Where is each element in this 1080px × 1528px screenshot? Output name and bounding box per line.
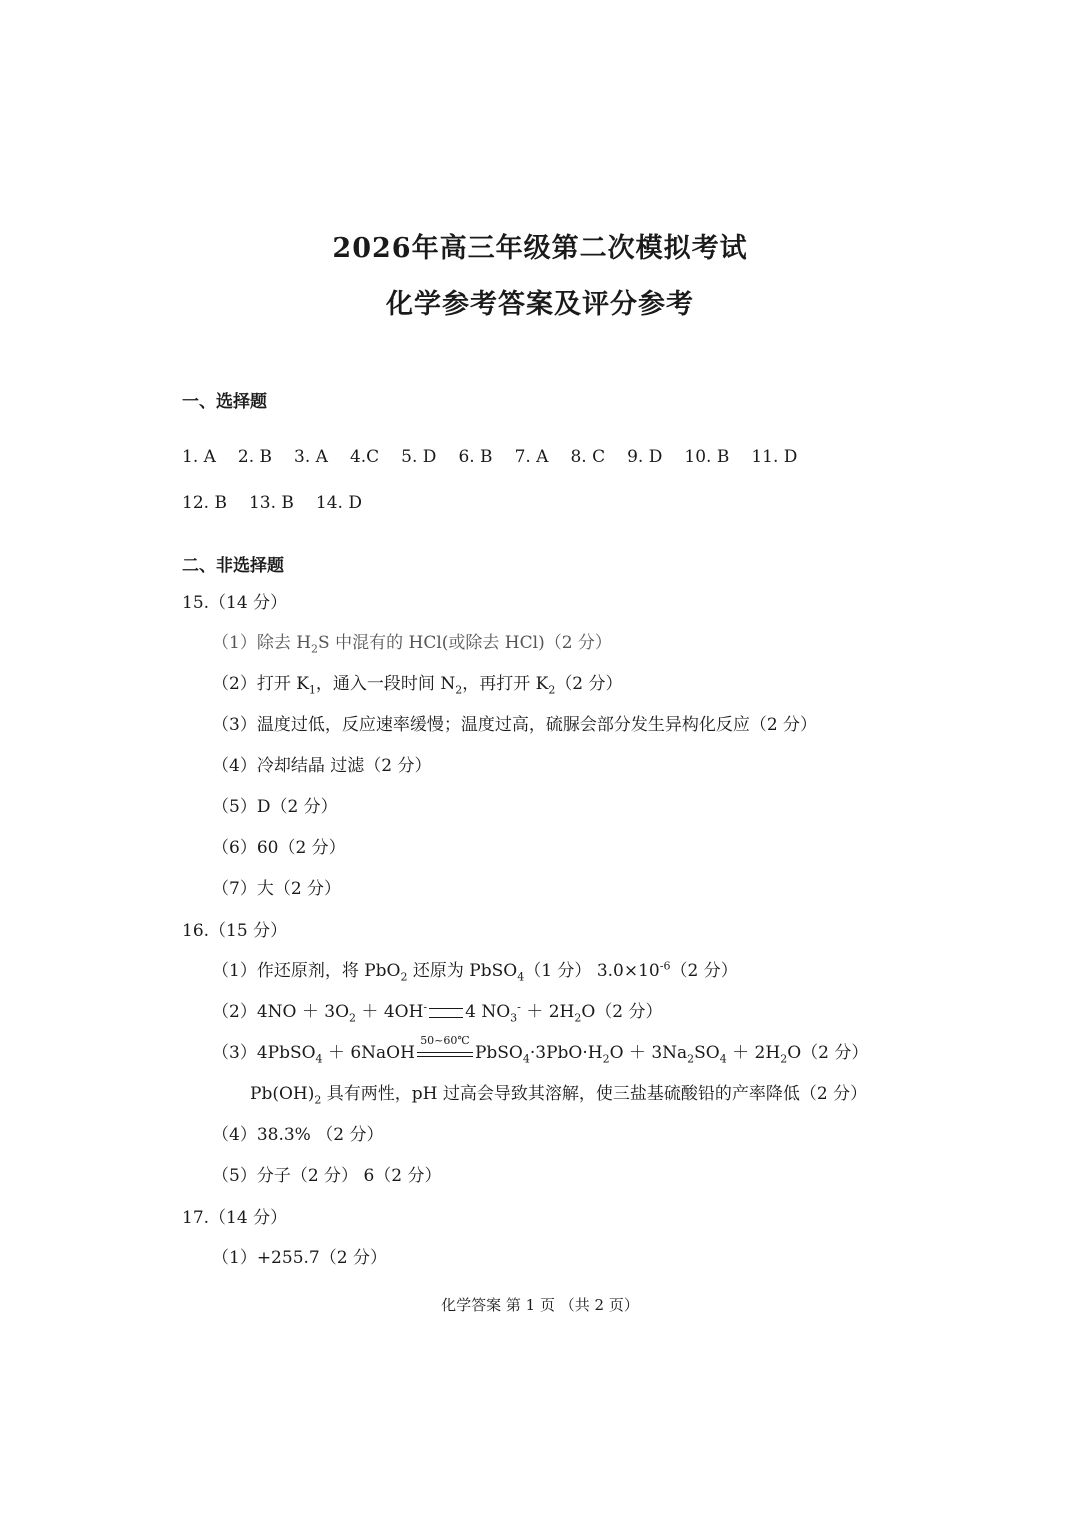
question-15-label: 15.（14 分） (182, 593, 288, 613)
page-footer: 化学答案 第 1 页 （共 2 页） (441, 1296, 639, 1314)
equilibrium-equals-sign (429, 1008, 463, 1018)
mc-answer: 3. A (294, 447, 328, 467)
q15-answer-2: （2）打开 $K_1$，通入一段时间 $N_2$，再打开 $K_2(2$ 分） (212, 674, 623, 697)
q15-answer-3: （3）温度过低，反应速率缓慢；温度过高，硫脲会部分发生异构化反应（2 分） (212, 715, 818, 735)
q15-answer-5: （5）D（2 分） (212, 797, 338, 817)
q17-answer-1: （1）+255.7（2 分） (212, 1248, 387, 1268)
mc-answer: 2. B (237, 447, 273, 467)
section-heading-multiple-choice: 一、选择题 (182, 392, 267, 412)
mc-answers-row-1 (182, 447, 819, 467)
mc-answer: 13. B (248, 493, 294, 513)
mc-answer: 8. C (570, 447, 606, 467)
q16-answer-2: $(2)4NO + 3O_2 + 4OH^-$ 4 $NO_3^- + 2H_2O(2$ 分） (212, 1000, 663, 1025)
mc-answer: 4.C (349, 447, 380, 467)
q16-answer-4: （4）38.3% （2 分） (212, 1125, 384, 1145)
q16-answer-1: （1）作还原剂，将 PbO$_2$ 还原为 PbSO$_4$（1 分） $3.0\times 10^{-6}(2$ 分） (212, 959, 738, 984)
mc-answer: 14. D (315, 493, 362, 513)
mc-answer: 1. A (182, 447, 216, 467)
mc-answer: 5. D (401, 447, 437, 467)
question-16-label: 16.（15 分） (182, 921, 288, 941)
mc-answers-row-2 (182, 493, 384, 513)
q15-answer-7: （7）大（2 分） (212, 879, 342, 899)
q16-answer-3: （3）4PbSO$_4$ ＋ 6NaOH 50~60℃ $PbSO_4\cdot 3PbO\cdot H_2O + 3Na_2SO_4 + 2H_2O(2$ 分） (212, 1033, 869, 1066)
mc-answer: 11. D (751, 447, 798, 467)
q15-answer-4: （4）冷却结晶 过滤（2 分） (212, 756, 432, 776)
answer-subtitle: 化学参考答案及评分参考 (386, 289, 694, 320)
mc-answer: 7. A (514, 447, 549, 467)
mc-answer: 9. D (627, 447, 663, 467)
mc-answer: 12. B (182, 493, 227, 513)
mc-answer: 10. B (684, 447, 730, 467)
exam-title: 2026年高三年级第二次模拟考试 (332, 233, 748, 264)
q16-answer-3-continued: $Pb(OH)_2$ 具有两性，pH 过高会导致其溶解，使三盐基硫酸铅的产率降低（2 分） (250, 1084, 868, 1107)
section-heading-non-multiple-choice: 二、非选择题 (182, 556, 284, 576)
question-17-label: 17.（14 分） (182, 1208, 288, 1228)
q16-answer-5: （5）分子（2 分） 6（2 分） (212, 1166, 442, 1186)
q15-answer-6: （6）60（2 分） (212, 838, 346, 858)
mc-answer: 6. B (458, 447, 493, 467)
reaction-condition-sign: 50~60℃ (417, 1047, 473, 1061)
q15-answer-1: （1）除去 $H_2S$ 中混有的 HCl(或除去 HCl)（2 分） (212, 633, 612, 656)
